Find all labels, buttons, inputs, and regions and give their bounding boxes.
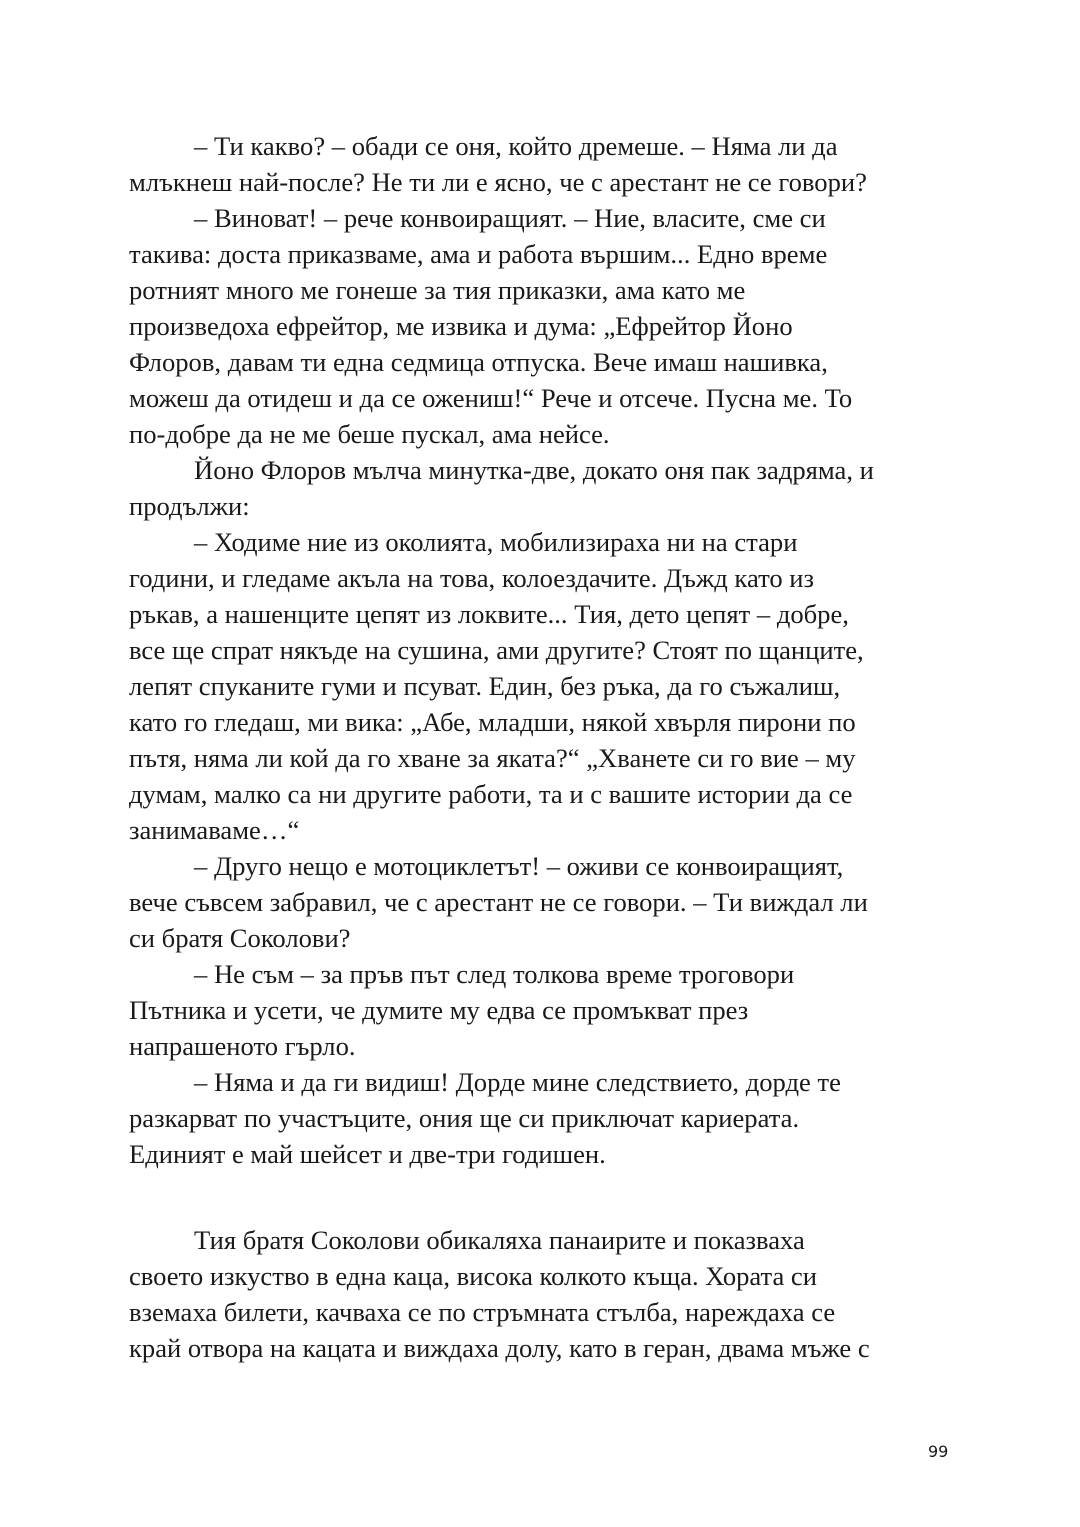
text-line: занимаваме…“	[129, 815, 300, 845]
text-line: по-добре да не ме беше пускал, ама нейсе.	[129, 419, 610, 449]
text-line: – Ти какво? – обади се оня, който дремеше. – Няма ли да	[194, 131, 838, 161]
text-line: думам, малко са ни другите работи, та и с вашите истории да се	[129, 779, 853, 809]
text-line: своето изкуство в една каца, висока колкото къща. Хората си	[129, 1261, 817, 1291]
text-line: Пътника и усети, че думите му едва се промъкват през	[129, 995, 749, 1025]
text-line: разкарват по участъците, ония ще си приключат кариерата.	[129, 1103, 800, 1133]
text-line: Единият е май шейсет и две-три годишен.	[129, 1139, 606, 1169]
text-line: като го гледаш, ми вика: „Абе, младши, някой хвърля пирони по	[129, 707, 856, 737]
text-line: продължи:	[129, 491, 250, 521]
text-line: – Ходиме ние из околията, мобилизираха ни на стари	[194, 527, 798, 557]
text-line: – Виноват! – рече конвоиращият. – Ние, власите, сме си	[194, 203, 826, 233]
text-line: ротният много ме гонеше за тия приказки, ама като ме	[129, 275, 746, 305]
text-line: ръкав, а нашенците цепят из локвите... Тия, дето цепят – добре,	[129, 599, 849, 629]
text-line: години, и гледаме акъла на това, колоездачите. Дъжд като из	[129, 563, 815, 593]
text-line: такива: доста приказваме, ама и работа вършим... Едно време	[129, 239, 828, 269]
text-line: лепят спуканите гуми и псуват. Един, без ръка, да го съжалиш,	[129, 671, 841, 701]
page-number: 99	[928, 1442, 949, 1461]
text-line: край отвора на кацата и виждаха долу, като в геран, двама мъже с	[129, 1333, 870, 1363]
text-line: си братя Соколови?	[129, 923, 351, 953]
text-line: млъкнеш най-после? Не ти ли е ясно, че с арестант не се говори?	[129, 167, 867, 197]
text-line: – Няма и да ги видиш! Дорде мине следствието, дорде те	[194, 1067, 841, 1097]
text-line: – Друго нещо е мотоциклетът! – оживи се конвоиращият,	[194, 851, 844, 881]
text-line: вземаха билети, качваха се по стръмната стълба, нареждаха се	[129, 1297, 836, 1327]
text-line: можеш да отидеш и да се ожениш!“ Рече и отсече. Пусна ме. То	[129, 383, 853, 413]
text-line: напрашеното гърло.	[129, 1031, 356, 1061]
text-line: – Не съм – за пръв път след толкова време троговори	[194, 959, 795, 989]
narrative-section	[129, 1222, 942, 1366]
text-line: вече съвсем забравил, че с арестант не се говори. – Ти виждал ли	[129, 887, 868, 917]
text-line: Флоров, давам ти една седмица отпуска. Вече имаш нашивка,	[129, 347, 828, 377]
text-line: пътя, няма ли кой да го хване за яката?“ „Хванете си го вие – му	[129, 743, 856, 773]
dialogue-section	[129, 128, 942, 1172]
text-line: все ще спрат някъде на сушина, ами другите? Стоят по щанците,	[129, 635, 864, 665]
text-line: Тия братя Соколови обикаляха панаирите и показваха	[194, 1225, 805, 1255]
text-line: произведоха ефрейтор, ме извика и дума: „Ефрейтор Йоно	[129, 311, 793, 341]
text-line: Йоно Флоров мълча минутка-две, докато оня пак задряма, и	[194, 455, 874, 485]
